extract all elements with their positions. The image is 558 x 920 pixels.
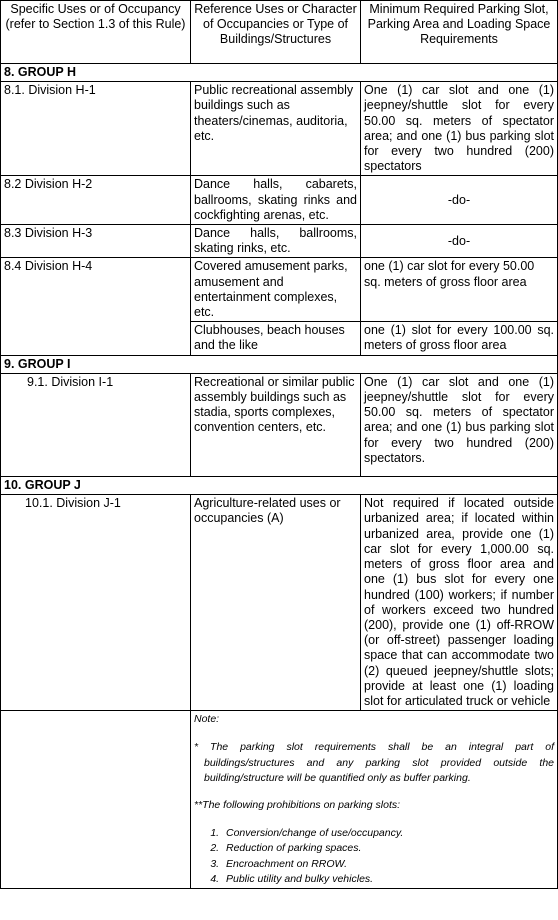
requirement-h1: One (1) car slot and one (1) jeepney/shuttle slot for every 50.00 sq. meters of spectator area; and one (1) bus parking slot for every two hundred (200) spectators — [361, 82, 558, 176]
table-row-j1 — [1, 495, 558, 711]
table-row-h2 — [1, 176, 558, 225]
requirement-i1: One (1) car slot and one (1) jeepney/shuttle slot for every 50.00 sq. meters of spectator area; and one (1) bus parking slot for every two hundred (200) spectators. — [361, 373, 558, 476]
list-item: 4. Public utility and bulky vehicles. — [222, 872, 554, 887]
header-row — [1, 1, 558, 64]
prohibitions-list — [194, 826, 554, 887]
requirement-h3: -do- — [361, 225, 558, 258]
group-row-i — [1, 355, 558, 373]
reference-i1: Recreational or similar public assembly buildings such as stadia, sports complexes, convention centers, etc. — [191, 373, 361, 476]
group-row-h — [1, 64, 558, 82]
requirement-j1: Not required if located outside urbanized area; if located within urbanized area, provide one (1) car slot for every 1,000.00 sq. meters of gross floor area and one (1) bus slot for every one hundred (100) workers; if number of workers exceed two hundred (200), provide one (1) off-RROW (or off-street) passenger loading space that can accommodate two (2) queued jeepney/shuttle slots; provide at least one (1) loading slot for articulated truck or vehicle — [361, 495, 558, 711]
division-h3: 8.3 Division H-3 — [1, 225, 191, 258]
note-row — [1, 711, 558, 889]
division-h4: 8.4 Division H-4 — [1, 258, 191, 355]
header-minimum-requirements: Minimum Required Parking Slot, Parking Area and Loading Space Requirements — [361, 1, 558, 64]
division-i1: 9.1. Division I-1 — [1, 373, 191, 476]
group-i-title: 9. GROUP I — [1, 355, 558, 373]
reference-h4a: Covered amusement parks, amusement and entertainment complexes, etc. — [191, 258, 361, 322]
reference-j1: Agriculture-related uses or occupancies (A) — [191, 495, 361, 711]
reference-h4b: Clubhouses, beach houses and the like — [191, 322, 361, 355]
header-reference-uses: Reference Uses or Character of Occupancies or Type of Buildings/Structures — [191, 1, 361, 64]
division-h1: 8.1. Division H-1 — [1, 82, 191, 176]
requirement-h4a: one (1) car slot for every 50.00 sq. meters of gross floor area — [361, 258, 558, 322]
reference-h1: Public recreational assembly buildings such as theaters/cinemas, auditoria, etc. — [191, 82, 361, 176]
note-buffer-parking: * The parking slot requirements shall be an integral part of buildings/structures and any parking slot provided outside the building/structure will be quantified only as buffer parking. — [194, 741, 554, 784]
requirement-h2: -do- — [361, 176, 558, 225]
list-item: 3. Encroachment on RROW. — [222, 857, 554, 872]
group-row-j — [1, 477, 558, 495]
note-prohibitions-intro: **The following prohibitions on parking slots: — [194, 798, 401, 811]
group-h-title: 8. GROUP H — [1, 64, 558, 82]
requirement-h4b: one (1) slot for every 100.00 sq. meters of gross floor area — [361, 322, 558, 355]
note-cell — [191, 711, 558, 889]
list-item: 1. Conversion/change of use/occupancy. — [222, 826, 554, 841]
note-label: Note: — [194, 713, 220, 726]
division-j1: 10.1. Division J-1 — [1, 495, 191, 711]
note-empty-cell — [1, 711, 191, 889]
reference-h2: Dance halls, cabarets, ballrooms, skating rinks and cockfighting arenas, etc. — [191, 176, 361, 225]
division-h2: 8.2 Division H-2 — [1, 176, 191, 225]
group-j-title: 10. GROUP J — [1, 477, 558, 495]
table-row-i1 — [1, 373, 558, 476]
header-specific-uses: Specific Uses or of Occupancy (refer to Section 1.3 of this Rule) — [1, 1, 191, 64]
table-row-h3 — [1, 225, 558, 258]
table-row-h4a — [1, 258, 558, 322]
list-item: 2. Reduction of parking spaces. — [222, 841, 554, 856]
reference-h3: Dance halls, ballrooms, skating rinks, etc. — [191, 225, 361, 258]
table-row-h1 — [1, 82, 558, 176]
